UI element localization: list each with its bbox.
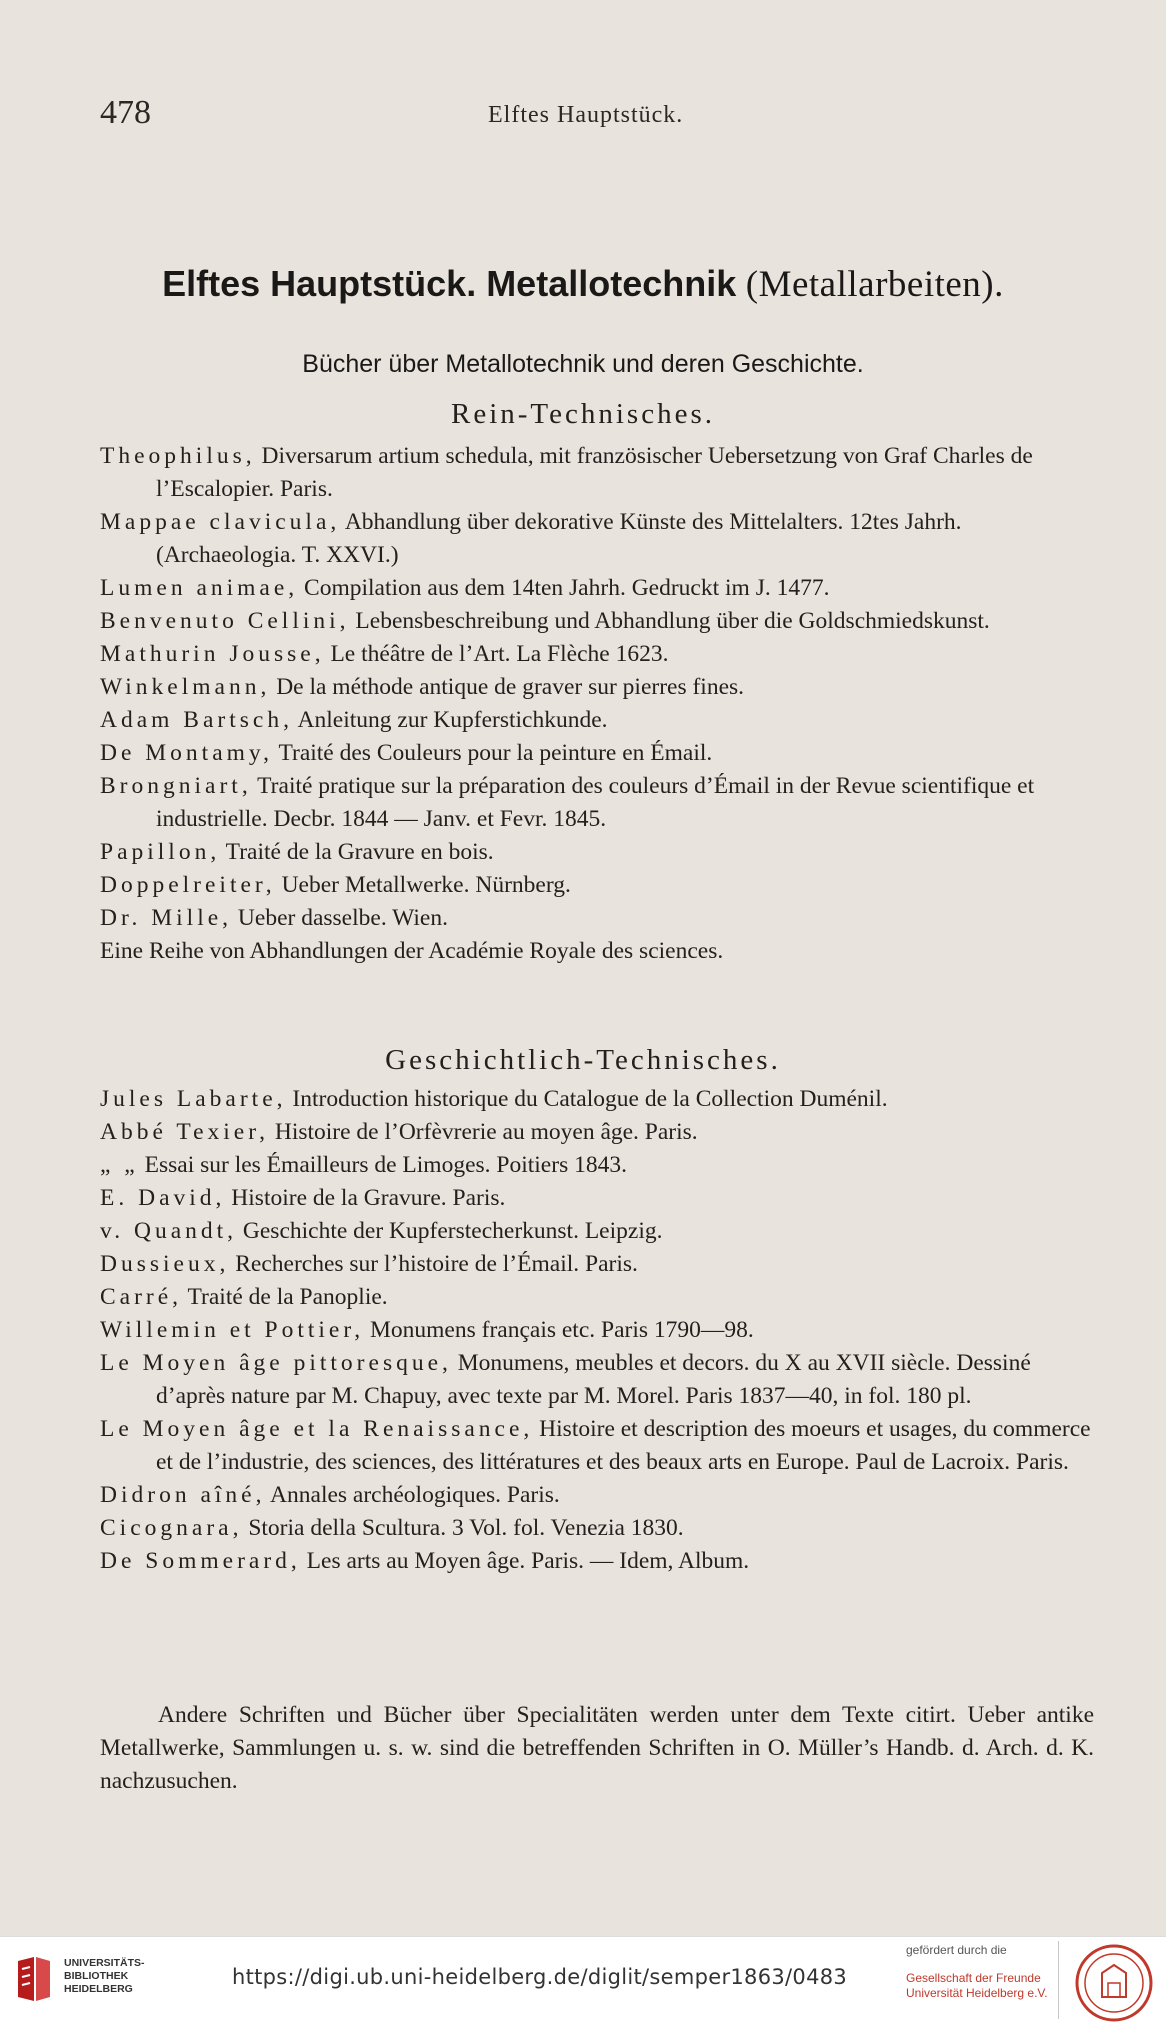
section-heading-geschichtlich-technisches: Geschichtlich-Technisches. (385, 1044, 781, 1076)
entry-text: Lebensbeschreibung und Abhandlung über die Goldschmiedskunst. (349, 608, 990, 634)
entry-text: Introduction historique du Catalogue de la Collection Duménil. (286, 1086, 888, 1112)
entry-text: Annales archéologiques. Paris. (265, 1482, 560, 1508)
entry-text: Monumens, meubles et decors. du X au XVII siècle. Dessiné d’après nature par M. Chapuy, avec texte par M. Morel. Paris 1837—40, in fol. 180 pl. (156, 1350, 1031, 1409)
bibliography-entry (100, 1149, 1096, 1182)
entry-author: Abbé Texier, (100, 1119, 269, 1145)
running-head: Elftes Hauptstück. (488, 102, 684, 128)
bibliography-entry (100, 1512, 1096, 1545)
bibliography-entry (100, 605, 1096, 638)
entry-author: v. Quandt, (100, 1218, 238, 1244)
entry-author: Dr. Mille, (100, 905, 233, 931)
bibliography-entry (100, 1347, 1096, 1413)
entry-author: Cicognara, (100, 1515, 243, 1541)
entry-text: Traité de la Gravure en bois. (220, 839, 494, 865)
library-line-3: HEIDELBERG (64, 1983, 133, 1995)
permalink-url[interactable]: https://digi.ub.uni-heidelberg.de/diglit/semper1863/0483 (232, 1965, 848, 1989)
entry-text: Abhandlung über dekorative Künste des Mittelalters. 12tes Jahrh. (Archaeologia. T. XXVI.) (156, 509, 962, 568)
entry-author: Winkelmann, (100, 674, 271, 700)
entry-text: Traité des Couleurs pour la peinture en Émail. (273, 740, 713, 766)
entry-author: Mathurin Jousse, (100, 641, 325, 667)
entry-author: Dussieux, (100, 1251, 230, 1277)
entry-author: Lumen animae, (100, 575, 299, 601)
page-header (100, 94, 1090, 134)
chapter-title-bold: Elftes Hauptstück. Metallotechnik (162, 263, 737, 304)
entry-author: De Sommerard, (100, 1548, 301, 1574)
bibliography-entry (100, 704, 1096, 737)
entry-text: De la méthode antique de graver sur pierres fines. (270, 674, 745, 700)
entry-author: Jules Labarte, (100, 1086, 287, 1112)
bibliography-entry (100, 1083, 1096, 1116)
entry-text: Monumens français etc. Paris 1790—98. (364, 1317, 754, 1343)
entry-text: Ueber dasselbe. Wien. (232, 905, 448, 931)
entry-author: Doppelreiter, (100, 872, 276, 898)
bibliography-entry (100, 572, 1096, 605)
bibliography-entry (100, 638, 1096, 671)
entry-text: Anleitung zur Kupferstichkunde. (292, 707, 608, 733)
chapter-title (0, 262, 1166, 306)
entry-author: De Montamy, (100, 740, 274, 766)
entry-author: Papillon, (100, 839, 221, 865)
bibliography-entry (100, 935, 1096, 968)
entry-text: Essai sur les Émailleurs de Limoges. Poitiers 1843. (138, 1152, 627, 1178)
bibliography-entry (100, 1314, 1096, 1347)
entry-text: Compilation aus dem 14ten Jahrh. Gedruckt im J. 1477. (298, 575, 830, 601)
entry-author: Willemin et Pottier, (100, 1317, 365, 1343)
entry-author: „ „ (100, 1152, 139, 1178)
bibliography-entry (100, 1413, 1096, 1479)
entry-text: Diversarum artium schedula, mit französischer Uebersetzung von Graf Charles de l’Escalopier. Paris. (156, 443, 1033, 502)
bibliography-entry (100, 770, 1096, 836)
entry-author: Mappae clavicula, (100, 509, 341, 535)
bibliography-list-geschichtlich-technisches (100, 1083, 1096, 1578)
section-heading-rein-technisches: Rein-Technisches. (451, 398, 715, 430)
entry-text: Histoire de la Gravure. Paris. (225, 1185, 506, 1211)
entry-author: Le Moyen âge pittoresque, (100, 1350, 452, 1376)
footer-divider (1058, 1941, 1059, 2019)
bibliography-entry (100, 1479, 1096, 1512)
page-number: 478 (100, 94, 151, 131)
entry-text: Traité pratique sur la préparation des couleurs d’Émail in der Revue scientifique et industrielle. Decbr. 1844 — Janv. et Fevr. 1845. (156, 773, 1035, 832)
bibliography-entry (100, 1281, 1096, 1314)
sponsor-line-2: Universität Heidelberg e.V. (906, 1986, 1048, 2000)
bibliography-entry (100, 1116, 1096, 1149)
entry-text: Recherches sur l’histoire de l’Émail. Paris. (229, 1251, 638, 1277)
entry-author: Carré, (100, 1284, 183, 1310)
bibliography-entry (100, 1248, 1096, 1281)
bibliography-entry (100, 737, 1096, 770)
bibliography-entry (100, 869, 1096, 902)
bibliography-entry (100, 1215, 1096, 1248)
sponsor-name (906, 1971, 1048, 2001)
closing-note: Andere Schriften und Bücher über Specialitäten werden unter dem Texte citirt. Ueber antike Metallwerke, Sammlungen u. s. w. sind die betreffenden Schriften in O. Müller’s Handb. d. Arch. d. K. nachzusuchen. (100, 1701, 1094, 1794)
footer-bar (0, 1936, 1166, 2024)
entry-author: Adam Bartsch, (100, 707, 293, 733)
bibliography-entry (100, 1545, 1096, 1578)
bibliography-entry (100, 671, 1096, 704)
bibliography-entry (100, 506, 1096, 572)
entry-author: Benvenuto Cellini, (100, 608, 350, 634)
entry-text: Histoire et description des moeurs et usages, du commerce et de l’industrie, des sciences, des littératures et des beaux arts en Europe. Paul de Lacroix. Paris. (156, 1416, 1091, 1475)
library-line-2: BIBLIOTHEK (64, 1970, 129, 1982)
bibliography-entry (100, 440, 1096, 506)
entry-text: Eine Reihe von Abhandlungen der Académie Royale des sciences. (100, 938, 724, 964)
entry-text: Les arts au Moyen âge. Paris. — Idem, Album. (300, 1548, 750, 1574)
university-seal-icon (1074, 1943, 1154, 2023)
bibliography-entry (100, 836, 1096, 869)
entry-text: Le théâtre de l’Art. La Flèche 1623. (324, 641, 669, 667)
entry-text: Ueber Metallwerke. Nürnberg. (275, 872, 571, 898)
bibliography-entry (100, 1182, 1096, 1215)
sponsor-line-1: Gesellschaft der Freunde (906, 1971, 1041, 1985)
entry-author: Didron aîné, (100, 1482, 266, 1508)
entry-text: Geschichte der Kupferstecherkunst. Leipzig. (237, 1218, 663, 1244)
entry-author: Theophilus, (100, 443, 256, 469)
bibliography-entry (100, 902, 1096, 935)
chapter-title-normal: (Metallarbeiten). (745, 264, 1004, 305)
entry-author: E. David, (100, 1185, 226, 1211)
entry-text: Storia della Scultura. 3 Vol. fol. Venezia 1830. (242, 1515, 684, 1541)
entry-text: Histoire de l’Orfèvrerie au moyen âge. Paris. (268, 1119, 698, 1145)
bibliography-list-rein-technisches (100, 440, 1096, 968)
entry-author: Le Moyen âge et la Renaissance, (100, 1416, 534, 1442)
entry-author: Brongniart, (100, 773, 252, 799)
sponsor-label: gefördert durch die (906, 1943, 1007, 1957)
chapter-subtitle: Bücher über Metallotechnik und deren Geschichte. (302, 350, 864, 378)
library-logo-icon (14, 1955, 54, 2005)
library-line-1: UNIVERSITÄTS- (64, 1957, 145, 1969)
library-logo-text (64, 1957, 145, 1996)
entry-text: Traité de la Panoplie. (182, 1284, 388, 1310)
